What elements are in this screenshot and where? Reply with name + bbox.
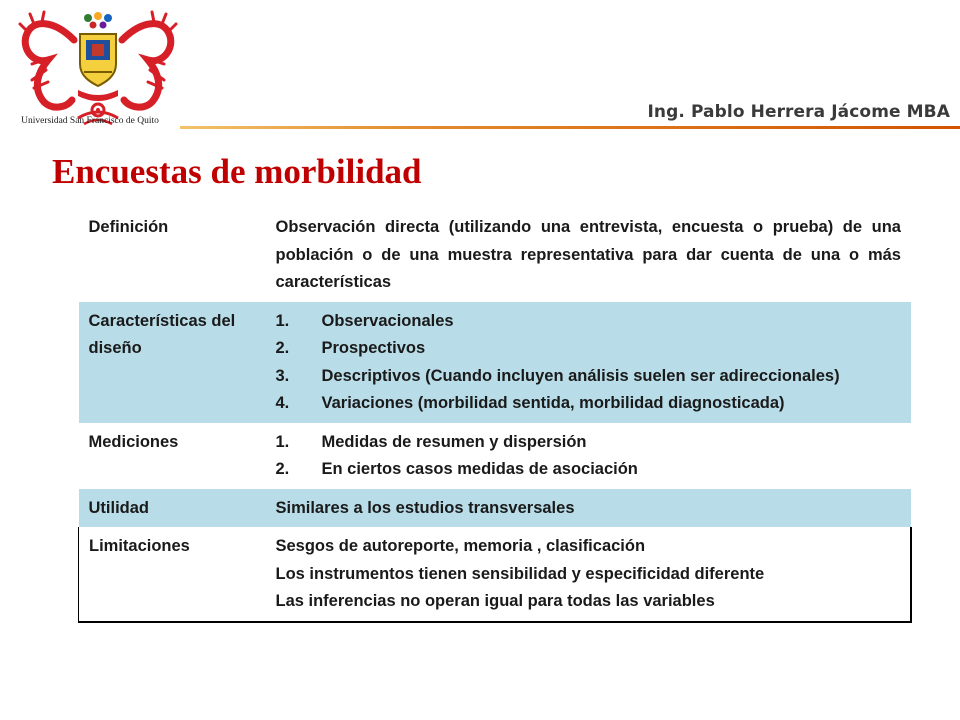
table-row [79,302,912,423]
list-item [276,390,902,418]
row-text: Observación directa (utilizando una entrevista, encuesta o prueba) de una población o de una muestra representativa para dar cuenta de una o más características [275,218,901,291]
list-item [276,308,902,336]
table-row [79,423,912,489]
definition-table [78,208,912,623]
limitation-line: Sesgos de autoreporte, memoria , clasificación [275,537,646,555]
header-divider [180,126,960,129]
row-list [266,302,912,423]
author-name: Ing. Pablo Herrera Jácome MBA [647,102,950,122]
list-text: En ciertos casos medidas de asociación [321,460,638,478]
limitation-line: Las inferencias no operan igual para todas las variables [275,592,715,610]
university-name: Universidad San Francisco de Quito [21,116,159,126]
university-dragon-crest-icon [14,10,182,128]
row-lines [266,527,912,622]
row-list [266,423,912,489]
list-number: 2. [275,460,290,478]
list-number: 4. [275,394,290,412]
list-item [276,429,902,457]
list-number: 1. [275,432,290,451]
page-title: Encuestas de morbilidad [52,152,422,191]
list-text: Prospectivos [321,339,426,357]
row-text: Similares a los estudios transversales [275,498,575,517]
list-text: Descriptivos (Cuando incluyen análisis suelen ser adireccionales) [321,366,840,385]
list-item [276,363,902,391]
table-row [79,489,912,528]
list-text: Medidas de resumen y dispersión [321,432,587,451]
row-label: Utilidad [88,498,149,517]
list-number: 3. [275,366,290,385]
table-row [79,527,912,622]
list-text: Variaciones (morbilidad sentida, morbilidad diagnosticada) [321,394,785,412]
row-label: Limitaciones [79,527,266,622]
limitation-line: Los instrumentos tienen sensibilidad y especificidad diferente [275,564,765,583]
list-item [276,456,902,484]
list-number: 1. [275,311,290,330]
list-number: 2. [275,339,290,357]
row-label: Características del diseño [88,311,236,357]
list-item [276,335,902,363]
list-text: Observacionales [321,311,454,330]
row-label: Definición [88,218,169,236]
table-row [79,208,912,302]
row-label: Mediciones [88,432,179,451]
